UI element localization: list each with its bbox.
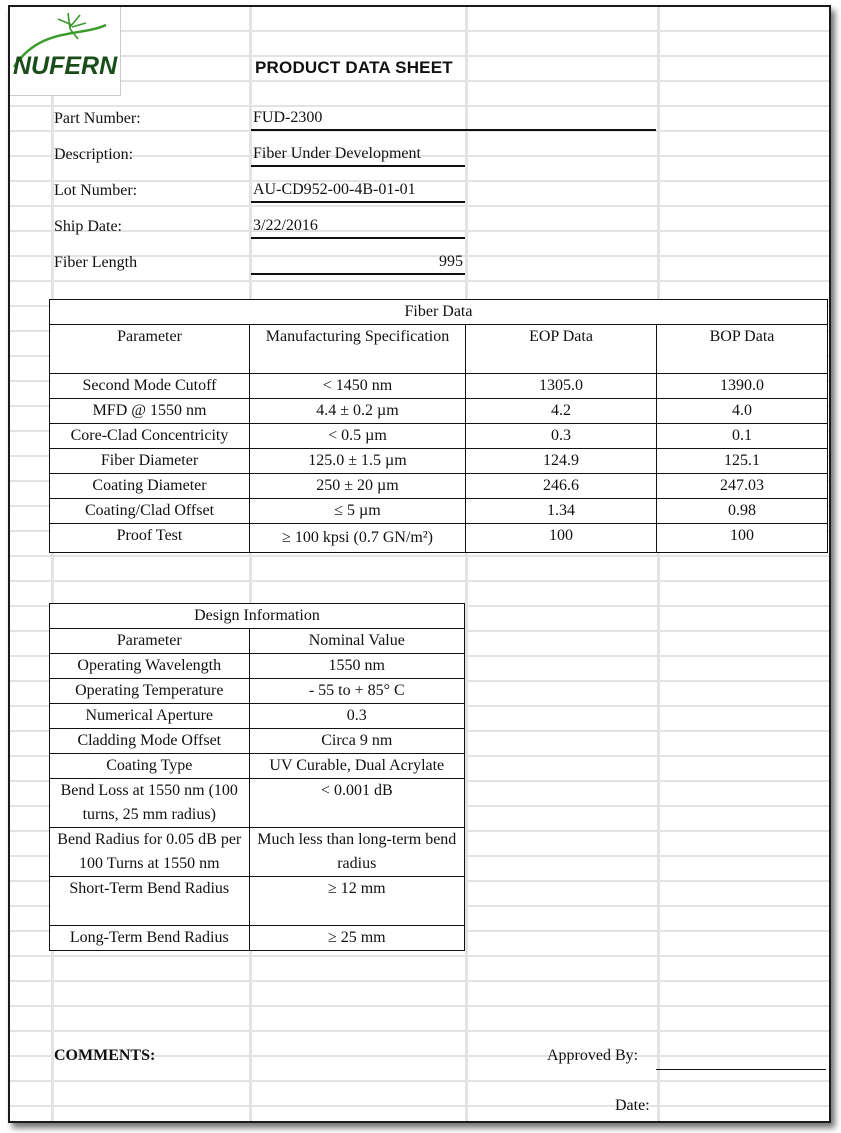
design-value: 1550 nm: [249, 654, 464, 679]
design-header-parameter: Parameter: [50, 629, 250, 654]
nufern-logo-graphic: [10, 7, 120, 95]
nufern-logo: [10, 7, 121, 96]
table-row: [50, 474, 828, 499]
design-param: Operating Wavelength: [50, 654, 250, 679]
table-row: [50, 828, 465, 877]
fiber-header-parameter: Parameter: [50, 325, 250, 374]
table-row: [50, 779, 465, 828]
fiber-bop: 1390.0: [657, 374, 828, 399]
design-param: Coating Type: [50, 754, 250, 779]
table-row: [50, 424, 828, 449]
fiber-eop: 124.9: [466, 449, 657, 474]
table-row: [50, 449, 828, 474]
fiber-eop: 1.34: [466, 499, 657, 524]
fiber-spec: 250 ± 20 µm: [250, 474, 466, 499]
table-row: [50, 399, 828, 424]
grid-line: [249, 7, 252, 1121]
fiber-length-value: 995: [251, 251, 465, 275]
fiber-spec: ≤ 5 µm: [250, 499, 466, 524]
date-label: Date:: [615, 1097, 650, 1114]
lot-number-label: Lot Number:: [54, 182, 138, 199]
svg-text:NUFERN: NUFERN: [13, 52, 118, 80]
fiber-bop: 247.03: [657, 474, 828, 499]
approved-by-field[interactable]: [656, 1069, 826, 1070]
fiber-header-spec: Manufacturing Specification: [250, 325, 466, 374]
part-number-label: Part Number:: [54, 110, 141, 127]
fiber-eop: 1305.0: [466, 374, 657, 399]
grid-line: [51, 7, 54, 1121]
approved-by-label: Approved By:: [547, 1047, 639, 1064]
table-row: [50, 374, 828, 399]
fiber-param: Core-Clad Concentricity: [50, 424, 250, 449]
fiber-spec: 125.0 ± 1.5 µm: [250, 449, 466, 474]
table-row: [50, 926, 465, 951]
fiber-eop: 4.2: [466, 399, 657, 424]
design-param: Numerical Aperture: [50, 704, 250, 729]
fiber-spec: < 0.5 µm: [250, 424, 466, 449]
fiber-param: Coating Diameter: [50, 474, 250, 499]
fiber-spec: 4.4 ± 0.2 µm: [250, 399, 466, 424]
fiber-header-eop: EOP Data: [466, 325, 657, 374]
lot-number-value: AU-CD952-00-4B-01-01: [251, 179, 465, 203]
design-value: ≥ 12 mm: [249, 877, 464, 926]
table-row: [50, 654, 465, 679]
description-value: Fiber Under Development: [251, 143, 465, 167]
design-value: 0.3: [249, 704, 464, 729]
fiber-param: Fiber Diameter: [50, 449, 250, 474]
fiber-param: Coating/Clad Offset: [50, 499, 250, 524]
table-row: [50, 679, 465, 704]
fiber-bop: 100: [657, 524, 828, 553]
fiber-eop: 100: [466, 524, 657, 553]
table-row: [50, 524, 828, 553]
fiber-spec: ≥ 100 kpsi (0.7 GN/m²): [250, 524, 466, 553]
ship-date-label: Ship Date:: [54, 218, 122, 235]
design-param: Cladding Mode Offset: [50, 729, 250, 754]
design-value: UV Curable, Dual Acrylate: [249, 754, 464, 779]
design-param: Short-Term Bend Radius: [50, 877, 250, 926]
fiber-spec: < 1450 nm: [250, 374, 466, 399]
fiber-bop: 0.98: [657, 499, 828, 524]
fiber-data-title: Fiber Data: [50, 300, 828, 325]
table-row: [50, 729, 465, 754]
fiber-param: Second Mode Cutoff: [50, 374, 250, 399]
fiber-bop: 4.0: [657, 399, 828, 424]
design-value: < 0.001 dB: [249, 779, 464, 828]
fiber-bop: 0.1: [657, 424, 828, 449]
fiber-header-bop: BOP Data: [657, 325, 828, 374]
design-param: Bend Loss at 1550 nm (100 turns, 25 mm radius): [50, 779, 250, 828]
design-info-table: [49, 603, 465, 951]
table-row: [50, 704, 465, 729]
fiber-bop: 125.1: [657, 449, 828, 474]
fiber-param: MFD @ 1550 nm: [50, 399, 250, 424]
fiber-data-table: [49, 299, 828, 553]
fiber-param: Proof Test: [50, 524, 250, 553]
design-param: Operating Temperature: [50, 679, 250, 704]
table-row: [50, 754, 465, 779]
fiber-length-label: Fiber Length: [54, 254, 138, 271]
design-value: Circa 9 nm: [249, 729, 464, 754]
page-title: PRODUCT DATA SHEET: [255, 58, 453, 77]
comments-label: COMMENTS:: [54, 1047, 156, 1064]
design-param: Bend Radius for 0.05 dB per 100 Turns at 1550 nm: [50, 828, 250, 877]
grid-line: [465, 7, 468, 1121]
design-param: Long-Term Bend Radius: [50, 926, 250, 951]
design-info-title: Design Information: [50, 604, 465, 629]
ship-date-value: 3/22/2016: [251, 215, 465, 239]
design-value: ≥ 25 mm: [249, 926, 464, 951]
design-value: Much less than long-term bend radius: [249, 828, 464, 877]
design-value: - 55 to + 85° C: [249, 679, 464, 704]
grid-line: [657, 7, 660, 1121]
part-number-value: FUD-2300: [251, 107, 656, 131]
table-row: [50, 499, 828, 524]
table-row: [50, 877, 465, 926]
description-label: Description:: [54, 146, 134, 163]
data-sheet: [8, 5, 831, 1123]
design-header-value: Nominal Value: [249, 629, 464, 654]
fiber-eop: 246.6: [466, 474, 657, 499]
fiber-eop: 0.3: [466, 424, 657, 449]
